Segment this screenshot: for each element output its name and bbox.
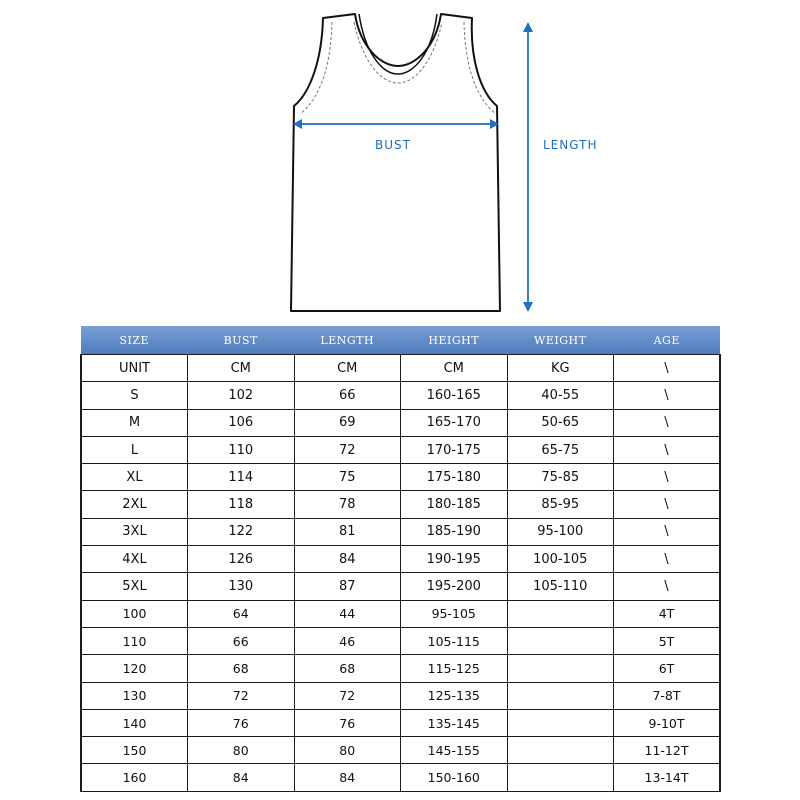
cell-bust: 122 bbox=[188, 518, 295, 545]
column-header-size: SIZE bbox=[81, 326, 188, 355]
cell-age: 11-12T bbox=[614, 737, 721, 764]
cell-age: \ bbox=[614, 382, 721, 409]
cell-weight: KG bbox=[507, 355, 614, 382]
table-row bbox=[81, 464, 720, 491]
cell-length: 81 bbox=[294, 518, 401, 545]
table-row bbox=[81, 600, 720, 627]
cell-height: 125-135 bbox=[401, 682, 508, 709]
cell-bust: 84 bbox=[188, 764, 295, 791]
cell-weight: 100-105 bbox=[507, 546, 614, 573]
table-row bbox=[81, 764, 720, 791]
cell-weight bbox=[507, 655, 614, 682]
cell-weight bbox=[507, 709, 614, 736]
cell-length: 84 bbox=[294, 764, 401, 791]
length-label: LENGTH bbox=[543, 138, 598, 152]
cell-height: 180-185 bbox=[401, 491, 508, 518]
cell-weight: 105-110 bbox=[507, 573, 614, 600]
cell-size: XL bbox=[81, 464, 188, 491]
cell-bust: 106 bbox=[188, 409, 295, 436]
cell-height: 170-175 bbox=[401, 436, 508, 463]
tank-top-outline bbox=[291, 14, 500, 311]
cell-age: 4T bbox=[614, 600, 721, 627]
cell-bust: 114 bbox=[188, 464, 295, 491]
cell-weight: 65-75 bbox=[507, 436, 614, 463]
cell-size: M bbox=[81, 409, 188, 436]
cell-weight: 85-95 bbox=[507, 491, 614, 518]
cell-weight: 50-65 bbox=[507, 409, 614, 436]
column-header-weight: WEIGHT bbox=[507, 326, 614, 355]
cell-age: 5T bbox=[614, 627, 721, 654]
cell-length: 44 bbox=[294, 600, 401, 627]
table-row bbox=[81, 546, 720, 573]
size-chart-body bbox=[81, 355, 720, 792]
cell-size: 4XL bbox=[81, 546, 188, 573]
table-row bbox=[81, 436, 720, 463]
cell-length: 72 bbox=[294, 682, 401, 709]
cell-size: 110 bbox=[81, 627, 188, 654]
cell-age: \ bbox=[614, 436, 721, 463]
table-row bbox=[81, 627, 720, 654]
table-row bbox=[81, 382, 720, 409]
cell-length: 46 bbox=[294, 627, 401, 654]
cell-height: 175-180 bbox=[401, 464, 508, 491]
cell-bust: 64 bbox=[188, 600, 295, 627]
cell-age: 7-8T bbox=[614, 682, 721, 709]
cell-bust: 110 bbox=[188, 436, 295, 463]
table-row bbox=[81, 682, 720, 709]
cell-length: CM bbox=[294, 355, 401, 382]
table-row bbox=[81, 709, 720, 736]
cell-bust: 126 bbox=[188, 546, 295, 573]
table-row bbox=[81, 518, 720, 545]
cell-length: 84 bbox=[294, 546, 401, 573]
cell-length: 66 bbox=[294, 382, 401, 409]
cell-weight: 75-85 bbox=[507, 464, 614, 491]
cell-age: \ bbox=[614, 573, 721, 600]
cell-size: 130 bbox=[81, 682, 188, 709]
size-chart-table bbox=[80, 326, 721, 792]
header-row bbox=[81, 326, 720, 355]
cell-length: 76 bbox=[294, 709, 401, 736]
cell-bust: 118 bbox=[188, 491, 295, 518]
cell-bust: CM bbox=[188, 355, 295, 382]
cell-length: 69 bbox=[294, 409, 401, 436]
cell-height: 150-160 bbox=[401, 764, 508, 791]
cell-bust: 76 bbox=[188, 709, 295, 736]
cell-length: 75 bbox=[294, 464, 401, 491]
cell-weight bbox=[507, 737, 614, 764]
cell-height: CM bbox=[401, 355, 508, 382]
table-row bbox=[81, 491, 720, 518]
cell-height: 95-105 bbox=[401, 600, 508, 627]
cell-length: 68 bbox=[294, 655, 401, 682]
column-header-age: AGE bbox=[614, 326, 721, 355]
cell-height: 195-200 bbox=[401, 573, 508, 600]
cell-age: \ bbox=[614, 491, 721, 518]
table-row bbox=[81, 737, 720, 764]
table-row bbox=[81, 355, 720, 382]
cell-size: 2XL bbox=[81, 491, 188, 518]
cell-bust: 80 bbox=[188, 737, 295, 764]
cell-weight bbox=[507, 627, 614, 654]
cell-height: 105-115 bbox=[401, 627, 508, 654]
length-arrow bbox=[523, 22, 533, 312]
cell-bust: 68 bbox=[188, 655, 295, 682]
cell-height: 135-145 bbox=[401, 709, 508, 736]
cell-age: 13-14T bbox=[614, 764, 721, 791]
cell-length: 78 bbox=[294, 491, 401, 518]
column-header-bust: BUST bbox=[188, 326, 295, 355]
cell-age: \ bbox=[614, 464, 721, 491]
cell-height: 115-125 bbox=[401, 655, 508, 682]
cell-height: 185-190 bbox=[401, 518, 508, 545]
cell-height: 190-195 bbox=[401, 546, 508, 573]
cell-length: 80 bbox=[294, 737, 401, 764]
cell-age: 9-10T bbox=[614, 709, 721, 736]
cell-height: 165-170 bbox=[401, 409, 508, 436]
cell-height: 160-165 bbox=[401, 382, 508, 409]
table-row bbox=[81, 573, 720, 600]
cell-age: 6T bbox=[614, 655, 721, 682]
cell-size: 120 bbox=[81, 655, 188, 682]
cell-size: 5XL bbox=[81, 573, 188, 600]
cell-weight bbox=[507, 764, 614, 791]
table-row bbox=[81, 409, 720, 436]
tank-top-diagram bbox=[0, 0, 800, 320]
cell-bust: 72 bbox=[188, 682, 295, 709]
cell-length: 87 bbox=[294, 573, 401, 600]
cell-size: UNIT bbox=[81, 355, 188, 382]
cell-size: 140 bbox=[81, 709, 188, 736]
cell-weight bbox=[507, 600, 614, 627]
cell-height: 145-155 bbox=[401, 737, 508, 764]
cell-age: \ bbox=[614, 355, 721, 382]
size-chart-header bbox=[81, 326, 720, 355]
table-row bbox=[81, 655, 720, 682]
cell-weight: 40-55 bbox=[507, 382, 614, 409]
cell-size: 3XL bbox=[81, 518, 188, 545]
cell-size: 100 bbox=[81, 600, 188, 627]
cell-weight bbox=[507, 682, 614, 709]
cell-size: 150 bbox=[81, 737, 188, 764]
cell-size: L bbox=[81, 436, 188, 463]
column-header-length: LENGTH bbox=[294, 326, 401, 355]
cell-age: \ bbox=[614, 409, 721, 436]
cell-size: S bbox=[81, 382, 188, 409]
cell-length: 72 bbox=[294, 436, 401, 463]
bust-label: BUST bbox=[375, 138, 411, 152]
cell-bust: 66 bbox=[188, 627, 295, 654]
cell-weight: 95-100 bbox=[507, 518, 614, 545]
cell-age: \ bbox=[614, 546, 721, 573]
cell-bust: 130 bbox=[188, 573, 295, 600]
cell-size: 160 bbox=[81, 764, 188, 791]
cell-age: \ bbox=[614, 518, 721, 545]
cell-bust: 102 bbox=[188, 382, 295, 409]
column-header-height: HEIGHT bbox=[401, 326, 508, 355]
